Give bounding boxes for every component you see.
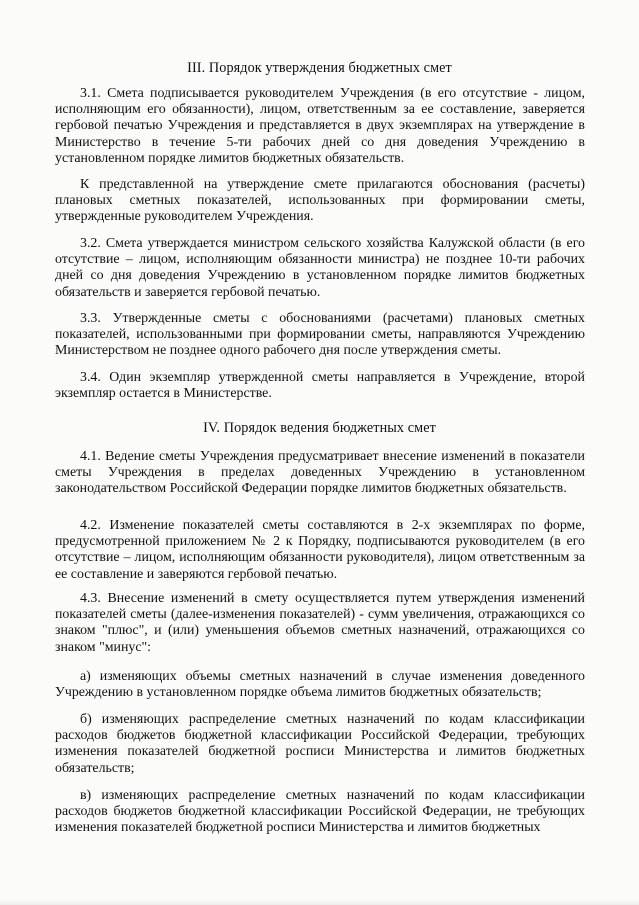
paragraph-4-2: 4.2. Изменение показателей сметы составляются в 2-х экземплярах по форме, предусмотренной приложением № 2 к Порядку, подписываются руководителем (в его отсутствие – лицом, исполняющим обязанности руководителя), лицом ответственным за ее составление и заверяются гербовой печатью. [55, 518, 585, 582]
paragraph-3-2: 3.2. Смета утверждается министром сельского хозяйства Калужской области (в его отсутствие – лицом, исполняющим обязанности министра) не позднее 10-ти рабочих дней со дня доведения Учреждению в установленном порядке лимитов бюджетных обязательств и заверяется гербовой печатью. [55, 236, 585, 300]
paragraph-3-3: 3.3. Утвержденные сметы с обоснованиями (расчетами) плановых сметных показателей, использованными при формировании сметы, направляются Учреждению Министерством не позднее одного рабочего дня после утверждения сметы. [55, 311, 585, 359]
list-item-b: б) изменяющих распределение сметных назначений по кодам классификации расходов бюджетов бюджетной классификации Российской Федерации, требующих изменения показателей бюджетной росписи Министерства и лимитов бюджетных обязательств; [55, 712, 585, 776]
paragraph-3-4: 3.4. Один экземпляр утвержденной сметы направляется в Учреждение, второй экземпляр остается в Министерстве. [55, 370, 585, 402]
section-3-title: III. Порядок утверждения бюджетных смет [187, 60, 452, 76]
paragraph-4-3: 4.3. Внесение изменений в смету осуществляется путем утверждения изменений показателей сметы (далее-изменения показателей) - сумм увеличения, отражающихся со знаком "плюс", и (или) уменьшения объемов сметных назначений, отражающихся со знаком "минус": [55, 591, 585, 655]
list-item-a: а) изменяющих объемы сметных назначений в случае изменения доведенного Учреждению в установленном порядке объема лимитов бюджетных обязательств; [55, 669, 585, 701]
paragraph-3-1: 3.1. Смета подписывается руководителем Учреждения (в его отсутствие - лицом, исполняющим его обязанности), лицом, ответственным за ее составление, заверяется гербовой печатью Учреждения и представляется в двух экземплярах на утверждение в Министерство в течение 5-ти рабочих дней со дня доведения Учреждению в установленном порядке лимитов бюджетных обязательств. [55, 86, 585, 166]
paragraph-3-1-attachments: К представленной на утверждение смете прилагаются обоснования (расчеты) плановых сметных показателей, использованных при формировании сметы, утвержденные руководителем Учреждения. [55, 177, 585, 225]
list-item-v: в) изменяющих распределение сметных назначений по кодам классификации расходов бюджетов бюджетной классификации Российской Федерации, не требующих изменения показателей бюджетной росписи Министерства и лимитов бюджетных [55, 788, 585, 836]
scan-edge-shadow [0, 899, 639, 905]
paragraph-4-1: 4.1. Ведение сметы Учреждения предусматривает внесение изменений в показатели сметы Учреждения в пределах доведенных Учреждению в установленном законодательством Российской Федерации порядке лимитов бюджетных обязательств. [55, 449, 585, 497]
section-4-title: IV. Порядок ведения бюджетных смет [203, 420, 436, 436]
